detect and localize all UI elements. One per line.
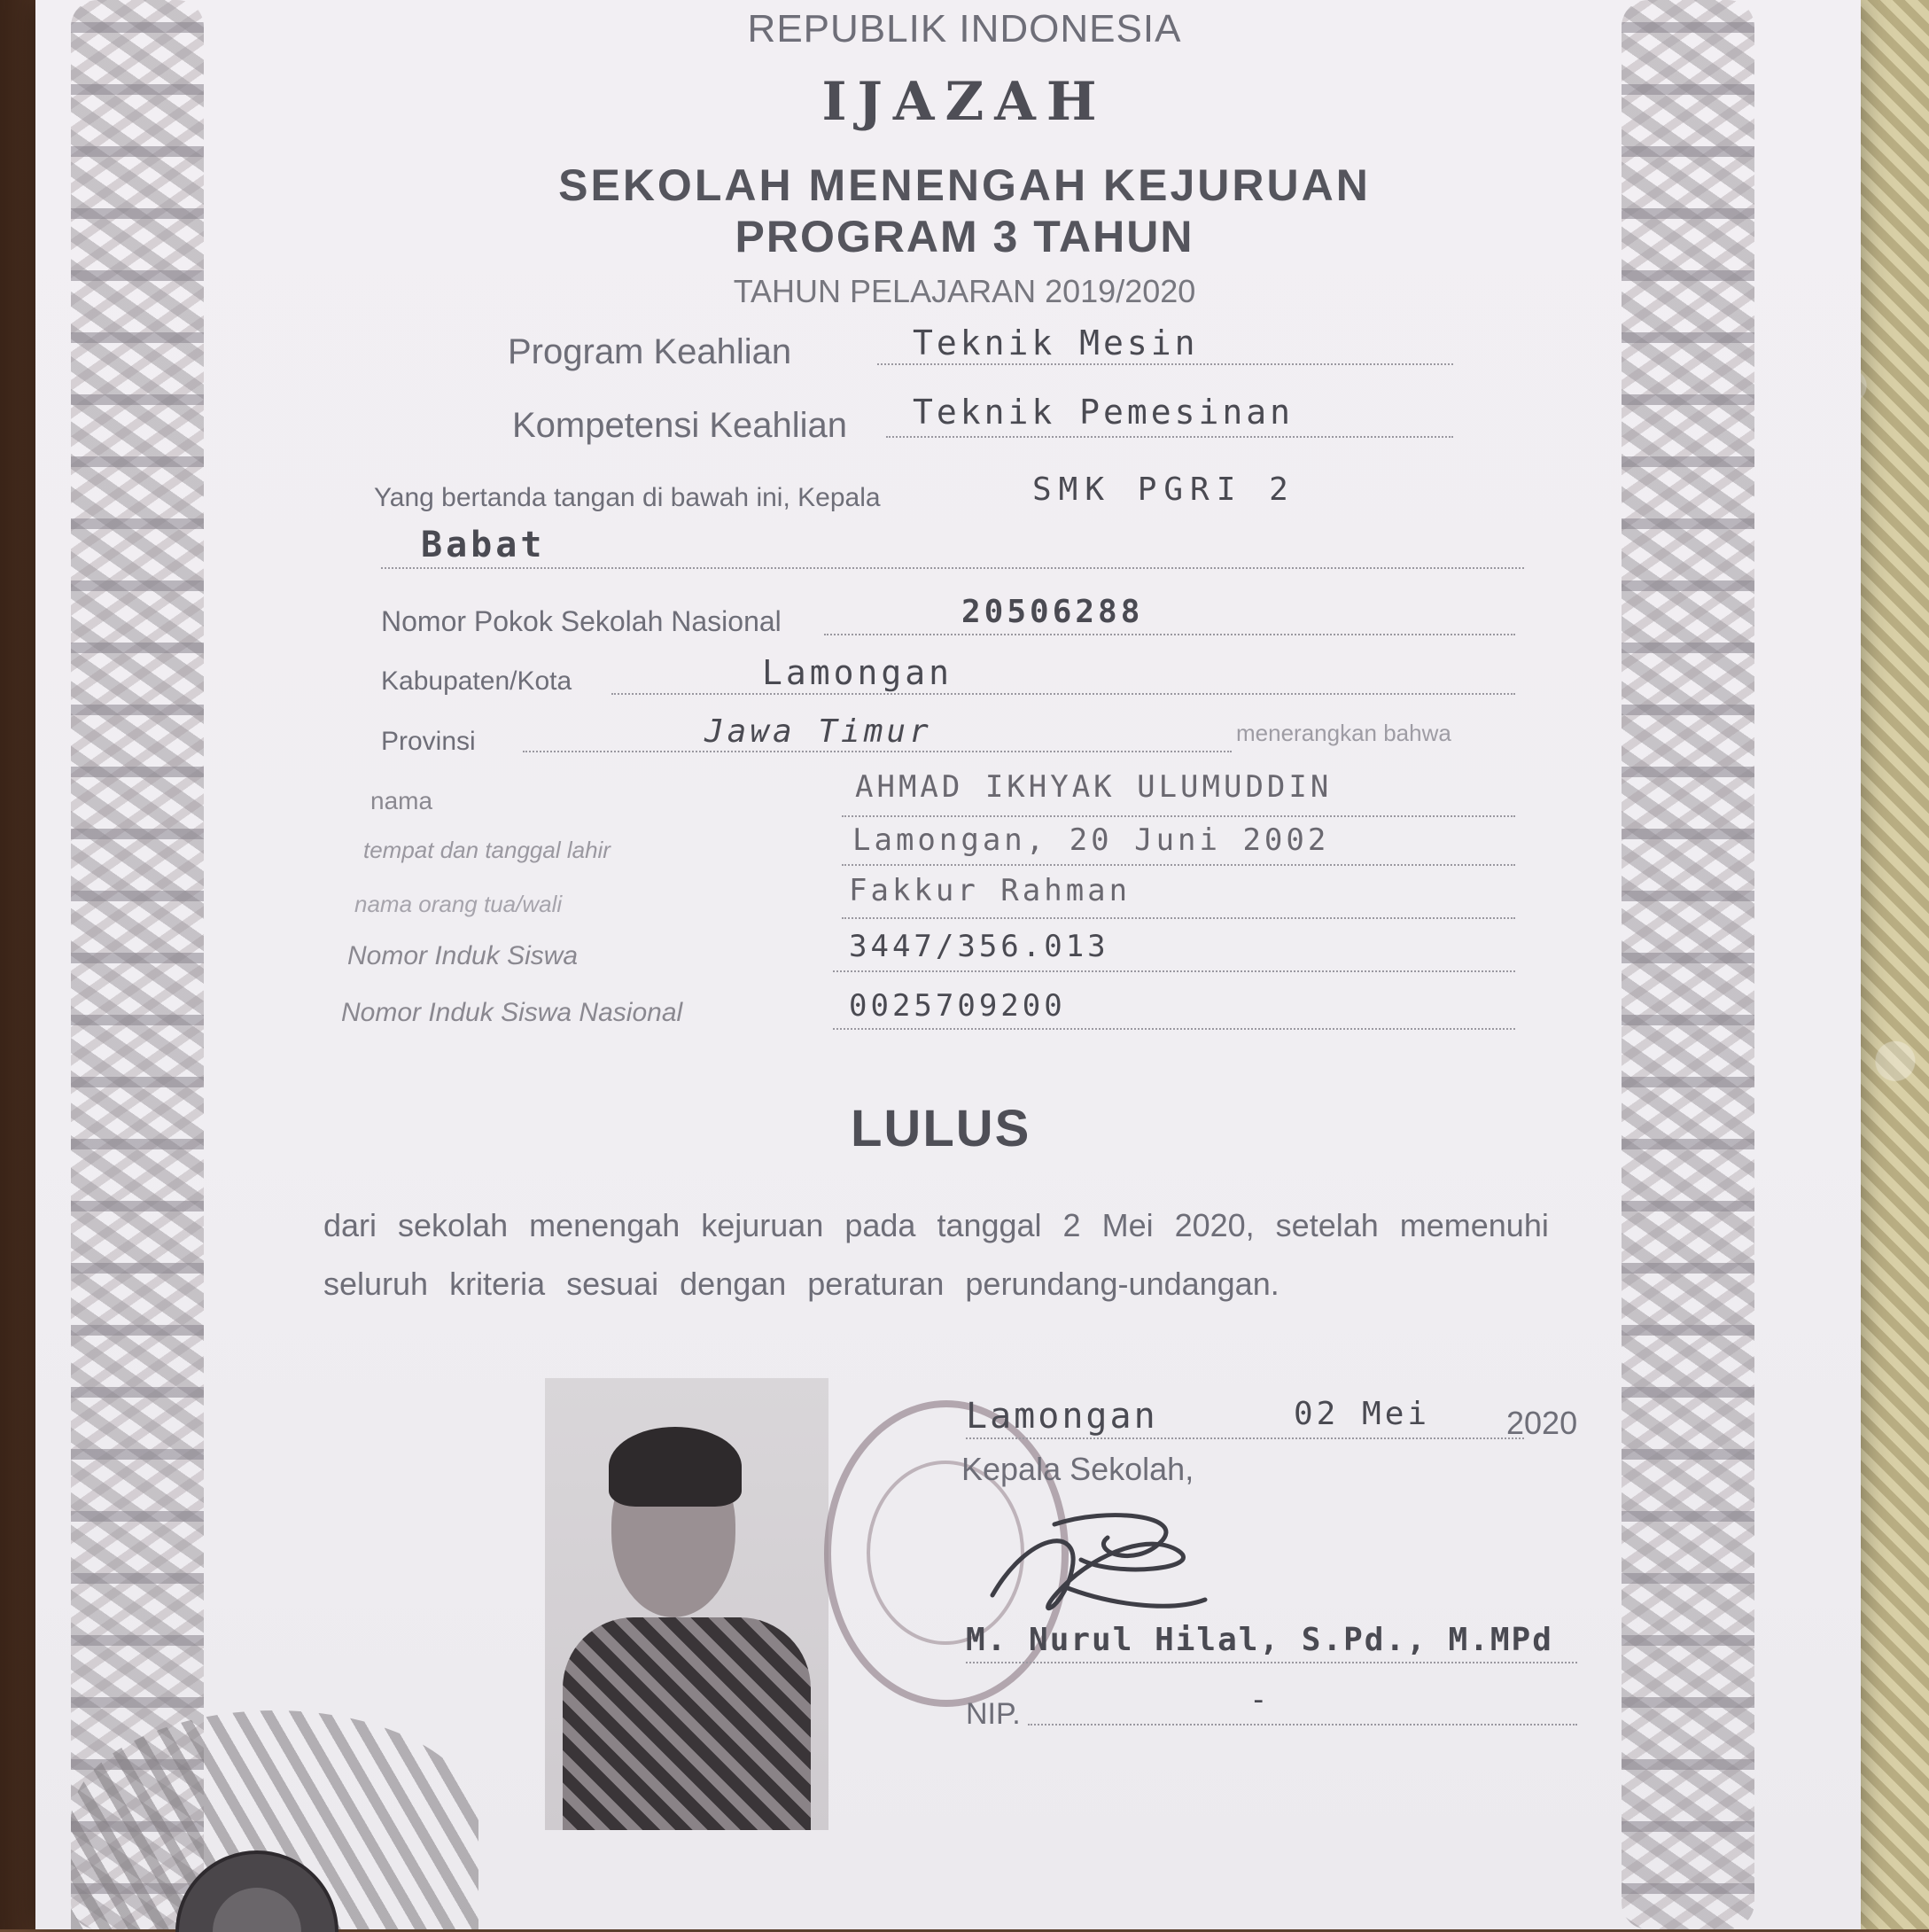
- dotline: [611, 693, 1515, 695]
- dotline: [966, 1662, 1577, 1663]
- dotline: [824, 634, 1515, 635]
- nisn-value: 0025709200: [849, 988, 1066, 1024]
- school-name-value: SMK PGRI 2: [1032, 471, 1295, 508]
- heading-school-type: SEKOLAH MENENGAH KEJURUAN: [558, 160, 1371, 210]
- student-photo: [545, 1378, 828, 1830]
- dotline: [842, 864, 1515, 866]
- dotline: [833, 970, 1515, 972]
- dotline: [833, 1028, 1515, 1030]
- dotline: [523, 751, 1232, 752]
- dotline: [877, 363, 1453, 365]
- provinsi-value: Jawa Timur: [704, 713, 932, 750]
- kabupaten-label: Kabupaten/Kota: [381, 666, 572, 696]
- heading-ijazah: IJAZAH: [821, 71, 1108, 133]
- nisn-label: Nomor Induk Siswa Nasional: [341, 998, 683, 1027]
- signing-title: Kepala Sekolah,: [961, 1451, 1194, 1487]
- photo-body: [563, 1617, 811, 1830]
- program-keahlian-value: Teknik Mesin: [913, 323, 1199, 362]
- kompetensi-value: Teknik Pemesinan: [913, 393, 1295, 432]
- dotline: [886, 436, 1453, 438]
- principal-name: M. Nurul Hilal, S.Pd., M.MPd: [966, 1622, 1553, 1658]
- dotline: [381, 567, 1524, 569]
- dotline: [842, 815, 1515, 817]
- npsn-label: Nomor Pokok Sekolah Nasional: [381, 605, 782, 637]
- heading-academic-year: TAHUN PELAJARAN 2019/2020: [733, 273, 1196, 309]
- npsn-value: 20506288: [961, 594, 1144, 630]
- result-line-1: dari sekolah menengah kejuruan pada tanggal 2 Mei 2020, setelah memenuhi: [323, 1207, 1549, 1243]
- dotline: [966, 1437, 1524, 1439]
- kabupaten-value: Lamongan: [762, 653, 953, 692]
- kompetensi-label: Kompetensi Keahlian: [512, 406, 848, 445]
- nama-value: AHMAD IKHYAK ULUMUDDIN: [855, 769, 1333, 805]
- dotline: [1028, 1724, 1577, 1726]
- nis-label: Nomor Induk Siswa: [347, 941, 579, 970]
- ttl-label: tempat dan tanggal lahir: [363, 837, 611, 863]
- school-name-value-2: Babat: [421, 525, 546, 565]
- ortu-label: nama orang tua/wali: [354, 891, 563, 917]
- bottom-emblem-seal: [168, 1843, 346, 1932]
- result-lulus: LULUS: [851, 1100, 1031, 1157]
- photo-hair: [609, 1427, 742, 1507]
- nip-label: NIP.: [966, 1697, 1021, 1731]
- signed-intro: Yang bertanda tangan di bawah ini, Kepala: [374, 483, 881, 512]
- signing-date: 02 Mei: [1294, 1396, 1431, 1432]
- ortu-value: Fakkur Rahman: [849, 873, 1132, 908]
- nip-value: -: [1249, 1682, 1272, 1718]
- ttl-value: Lamongan, 20 Juni 2002: [852, 822, 1330, 858]
- heading-program: PROGRAM 3 TAHUN: [735, 212, 1194, 261]
- nama-label: nama: [370, 787, 433, 814]
- principal-signature: [975, 1498, 1311, 1631]
- menerangkan-text: menerangkan bahwa: [1236, 720, 1451, 746]
- signing-year: 2020: [1506, 1405, 1578, 1441]
- program-keahlian-label: Program Keahlian: [508, 332, 792, 371]
- dotline: [842, 917, 1515, 919]
- provinsi-label: Provinsi: [381, 727, 476, 756]
- heading-republik: REPUBLIK INDONESIA: [747, 7, 1182, 51]
- result-line-2: seluruh kriteria sesuai dengan peraturan perundang-undangan.: [323, 1266, 1280, 1302]
- signing-place: Lamongan: [966, 1396, 1158, 1437]
- nis-value: 3447/356.013: [849, 929, 1109, 964]
